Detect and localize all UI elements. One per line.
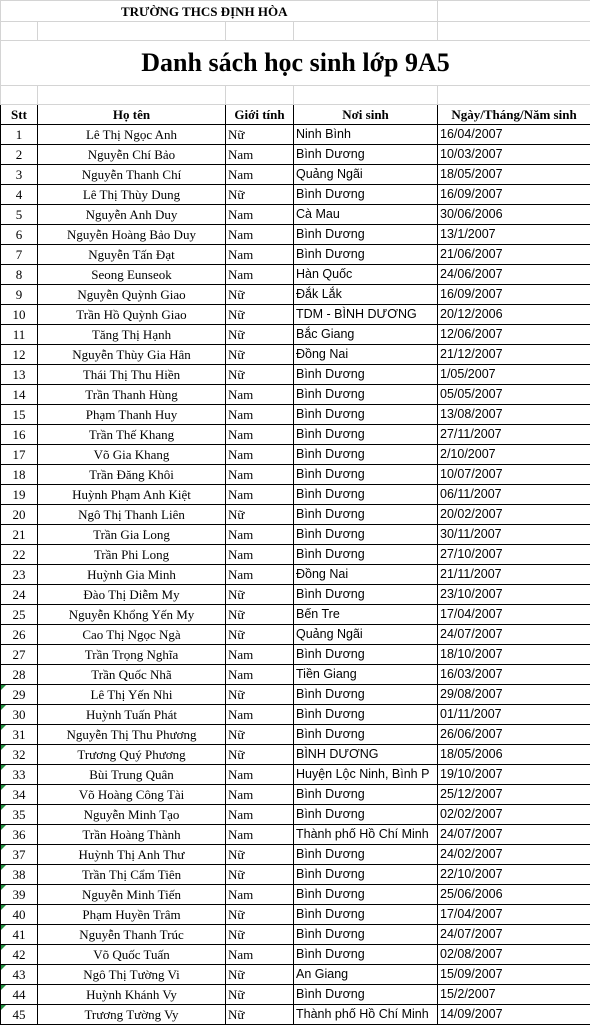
cell-name[interactable]: Nguyễn Quỳnh Giao	[38, 285, 226, 305]
cell-name[interactable]: Nguyễn Minh Tiến	[38, 885, 226, 905]
cell-gender[interactable]: Nữ	[226, 305, 294, 325]
cell-birthplace[interactable]: Hàn Quốc	[294, 265, 438, 285]
table-row	[1, 525, 590, 545]
cell-dob[interactable]: 22/10/2007	[438, 865, 590, 885]
cell-stt[interactable]: 20	[1, 505, 38, 525]
header-dob[interactable]: Ngày/Tháng/Năm sinh	[438, 105, 590, 125]
cell-name[interactable]: Huỳnh Thị Anh Thư	[38, 845, 226, 865]
cell-birthplace[interactable]: Đồng Nai	[294, 565, 438, 585]
cell-name[interactable]: Trần Hoàng Thành	[38, 825, 226, 845]
cell-birthplace[interactable]: Quảng Ngãi	[294, 625, 438, 645]
cell-gender[interactable]: Nữ	[226, 865, 294, 885]
empty-cell[interactable]	[294, 86, 438, 105]
cell-name[interactable]: Nguyễn Khổng Yến My	[38, 605, 226, 625]
cell-gender[interactable]: Nam	[226, 165, 294, 185]
cell-dob[interactable]: 10/07/2007	[438, 465, 590, 485]
cell-gender[interactable]: Nữ	[226, 925, 294, 945]
cell-birthplace[interactable]: Bình Dương	[294, 225, 438, 245]
cell-birthplace[interactable]: Bình Dương	[294, 985, 438, 1005]
cell-stt[interactable]: 18	[1, 465, 38, 485]
cell-stt[interactable]: 11	[1, 325, 38, 345]
table-row	[1, 305, 590, 325]
table-row	[1, 385, 590, 405]
cell-gender[interactable]: Nữ	[226, 965, 294, 985]
cell-birthplace[interactable]: Bình Dương	[294, 445, 438, 465]
cell-stt[interactable]: 19	[1, 485, 38, 505]
cell-gender[interactable]: Nam	[226, 545, 294, 565]
cell-dob[interactable]: 24/07/2007	[438, 625, 590, 645]
table-row	[1, 125, 590, 145]
cell-dob[interactable]: 15/09/2007	[438, 965, 590, 985]
cell-dob[interactable]: 27/11/2007	[438, 425, 590, 445]
cell-dob[interactable]: 18/05/2007	[438, 165, 590, 185]
table-row	[1, 505, 590, 525]
table-row	[1, 465, 590, 485]
cell-birthplace[interactable]: Bến Tre	[294, 605, 438, 625]
cell-dob[interactable]: 16/09/2007	[438, 285, 590, 305]
cell-birthplace[interactable]: Bình Dương	[294, 465, 438, 485]
cell-dob[interactable]: 06/11/2007	[438, 485, 590, 505]
page-title[interactable]: Danh sách học sinh lớp 9A5	[1, 41, 590, 86]
cell-birthplace[interactable]: An Giang	[294, 965, 438, 985]
table-row	[1, 765, 590, 785]
cell-stt[interactable]: 28	[1, 665, 38, 685]
table-row	[1, 905, 590, 925]
cell-gender[interactable]: Nữ	[226, 365, 294, 385]
cell-name[interactable]: Nguyễn Thanh Trúc	[38, 925, 226, 945]
cell-dob[interactable]: 02/02/2007	[438, 805, 590, 825]
cell-gender[interactable]: Nữ	[226, 605, 294, 625]
cell-gender[interactable]: Nam	[226, 485, 294, 505]
cell-stt[interactable]: 13	[1, 365, 38, 385]
table-row	[1, 325, 590, 345]
cell-stt[interactable]: 36	[1, 825, 38, 845]
cell-name[interactable]: Nguyễn Chí Bảo	[38, 145, 226, 165]
cell-gender[interactable]: Nữ	[226, 745, 294, 765]
cell-birthplace[interactable]: BÌNH DƯƠNG	[294, 745, 438, 765]
cell-name[interactable]: Seong Eunseok	[38, 265, 226, 285]
cell-gender[interactable]: Nữ	[226, 285, 294, 305]
cell-gender[interactable]: Nam	[226, 825, 294, 845]
cell-name[interactable]: Huỳnh Tuấn Phát	[38, 705, 226, 725]
table-row	[1, 245, 590, 265]
cell-gender[interactable]: Nam	[226, 945, 294, 965]
cell-stt[interactable]: 10	[1, 305, 38, 325]
table-row	[1, 225, 590, 245]
table-row	[1, 165, 590, 185]
blank-row	[1, 22, 590, 41]
cell-dob[interactable]: 29/08/2007	[438, 685, 590, 705]
cell-dob[interactable]: 01/11/2007	[438, 705, 590, 725]
empty-cell[interactable]	[226, 22, 294, 41]
cell-birthplace[interactable]: Bình Dương	[294, 185, 438, 205]
cell-stt[interactable]: 17	[1, 445, 38, 465]
school-row	[1, 1, 590, 22]
table-row	[1, 865, 590, 885]
cell-birthplace[interactable]: Bình Dương	[294, 705, 438, 725]
cell-name[interactable]: Trần Thế Khang	[38, 425, 226, 445]
cell-gender[interactable]: Nam	[226, 385, 294, 405]
cell-gender[interactable]: Nam	[226, 245, 294, 265]
cell-dob[interactable]: 17/04/2007	[438, 905, 590, 925]
table-row	[1, 565, 590, 585]
cell-name[interactable]: Phạm Huyền Trâm	[38, 905, 226, 925]
cell-gender[interactable]: Nữ	[226, 725, 294, 745]
table-row	[1, 345, 590, 365]
cell-name[interactable]: Nguyễn Thùy Gia Hân	[38, 345, 226, 365]
cell-stt[interactable]: 9	[1, 285, 38, 305]
cell-dob[interactable]: 18/10/2007	[438, 645, 590, 665]
cell-name[interactable]: Võ Hoàng Công Tài	[38, 785, 226, 805]
cell-gender[interactable]: Nam	[226, 205, 294, 225]
empty-cell[interactable]	[38, 86, 226, 105]
cell-birthplace[interactable]: Bình Dương	[294, 905, 438, 925]
cell-gender[interactable]: Nam	[226, 525, 294, 545]
cell-birthplace[interactable]: Bình Dương	[294, 365, 438, 385]
table-row	[1, 945, 590, 965]
header-gender[interactable]: Giới tính	[226, 105, 294, 125]
cell-stt[interactable]: 35	[1, 805, 38, 825]
cell-birthplace[interactable]: Thành phố Hồ Chí Minh	[294, 1005, 438, 1025]
cell-birthplace[interactable]: Ninh Bình	[294, 125, 438, 145]
cell-stt[interactable]: 2	[1, 145, 38, 165]
cell-birthplace[interactable]: Bình Dương	[294, 685, 438, 705]
table-row	[1, 205, 590, 225]
cell-birthplace[interactable]: Bình Dương	[294, 805, 438, 825]
cell-name[interactable]: Cao Thị Ngọc Ngà	[38, 625, 226, 645]
cell-dob[interactable]: 25/12/2007	[438, 785, 590, 805]
cell-gender[interactable]: Nam	[226, 225, 294, 245]
cell-dob[interactable]: 24/06/2007	[438, 265, 590, 285]
cell-name[interactable]: Lê Thị Thùy Dung	[38, 185, 226, 205]
cell-dob[interactable]: 20/02/2007	[438, 505, 590, 525]
cell-gender[interactable]: Nam	[226, 565, 294, 585]
cell-stt[interactable]: 24	[1, 585, 38, 605]
cell-stt[interactable]: 16	[1, 425, 38, 445]
cell-name[interactable]: Lê Thị Ngọc Anh	[38, 125, 226, 145]
cell-name[interactable]: Ngô Thị Thanh Liên	[38, 505, 226, 525]
cell-dob[interactable]: 21/06/2007	[438, 245, 590, 265]
cell-dob[interactable]: 02/08/2007	[438, 945, 590, 965]
cell-stt[interactable]: 21	[1, 525, 38, 545]
cell-birthplace[interactable]: Bình Dương	[294, 425, 438, 445]
cell-name[interactable]: Huỳnh Khánh Vy	[38, 985, 226, 1005]
table-row	[1, 145, 590, 165]
table-row	[1, 425, 590, 445]
cell-name[interactable]: Trần Thị Cẩm Tiên	[38, 865, 226, 885]
table-row	[1, 845, 590, 865]
cell-gender[interactable]: Nam	[226, 765, 294, 785]
cell-birthplace[interactable]: Cà Mau	[294, 205, 438, 225]
cell-name[interactable]: Võ Gia Khang	[38, 445, 226, 465]
cell-gender[interactable]: Nam	[226, 805, 294, 825]
table-row	[1, 405, 590, 425]
cell-name[interactable]: Huỳnh Gia Minh	[38, 565, 226, 585]
table-row	[1, 185, 590, 205]
cell-dob[interactable]: 15/2/2007	[438, 985, 590, 1005]
cell-gender[interactable]: Nam	[226, 145, 294, 165]
cell-stt[interactable]: 4	[1, 185, 38, 205]
empty-cell[interactable]	[438, 1, 590, 22]
cell-dob[interactable]: 24/02/2007	[438, 845, 590, 865]
cell-birthplace[interactable]: Bình Dương	[294, 945, 438, 965]
table-row	[1, 685, 590, 705]
empty-cell[interactable]	[438, 86, 590, 105]
cell-dob[interactable]: 10/03/2007	[438, 145, 590, 165]
cell-birthplace[interactable]: Bình Dương	[294, 505, 438, 525]
cell-name[interactable]: Võ Quốc Tuấn	[38, 945, 226, 965]
cell-birthplace[interactable]: Bình Dương	[294, 645, 438, 665]
cell-birthplace[interactable]: Bắc Giang	[294, 325, 438, 345]
cell-gender[interactable]: Nữ	[226, 625, 294, 645]
cell-stt[interactable]: 6	[1, 225, 38, 245]
cell-dob[interactable]: 23/10/2007	[438, 585, 590, 605]
cell-dob[interactable]: 24/07/2007	[438, 825, 590, 845]
cell-dob[interactable]: 21/11/2007	[438, 565, 590, 585]
cell-stt[interactable]: 27	[1, 645, 38, 665]
cell-stt[interactable]: 1	[1, 125, 38, 145]
cell-stt[interactable]: 42	[1, 945, 38, 965]
header-stt[interactable]: Stt	[1, 105, 38, 125]
cell-gender[interactable]: Nam	[226, 465, 294, 485]
cell-dob[interactable]: 30/11/2007	[438, 525, 590, 545]
cell-birthplace[interactable]: Bình Dương	[294, 845, 438, 865]
cell-birthplace[interactable]: Quảng Ngãi	[294, 165, 438, 185]
cell-gender[interactable]: Nữ	[226, 845, 294, 865]
table-row	[1, 265, 590, 285]
cell-stt[interactable]: 15	[1, 405, 38, 425]
cell-birthplace[interactable]: Bình Dương	[294, 785, 438, 805]
cell-birthplace[interactable]: Bình Dương	[294, 545, 438, 565]
table-row	[1, 985, 590, 1005]
empty-cell[interactable]	[1, 22, 38, 41]
cell-gender[interactable]: Nam	[226, 445, 294, 465]
table-row	[1, 745, 590, 765]
cell-name[interactable]: Nguyễn Anh Duy	[38, 205, 226, 225]
cell-stt[interactable]: 37	[1, 845, 38, 865]
school-name[interactable]: TRƯỜNG THCS ĐỊNH HÒA	[1, 1, 438, 22]
cell-stt[interactable]: 5	[1, 205, 38, 225]
cell-dob[interactable]: 26/06/2007	[438, 725, 590, 745]
blank-row	[1, 86, 590, 105]
cell-name[interactable]: Bùi Trung Quân	[38, 765, 226, 785]
cell-dob[interactable]: 16/09/2007	[438, 185, 590, 205]
cell-gender[interactable]: Nam	[226, 785, 294, 805]
header-row	[1, 105, 590, 125]
cell-dob[interactable]: 18/05/2006	[438, 745, 590, 765]
cell-gender[interactable]: Nam	[226, 665, 294, 685]
cell-birthplace[interactable]: Huyện Lộc Ninh, Bình P	[294, 765, 438, 785]
cell-stt[interactable]: 33	[1, 765, 38, 785]
header-birthplace[interactable]: Nơi sinh	[294, 105, 438, 125]
cell-dob[interactable]: 17/04/2007	[438, 605, 590, 625]
cell-birthplace[interactable]: Bình Dương	[294, 585, 438, 605]
cell-birthplace[interactable]: Đắk Lắk	[294, 285, 438, 305]
cell-name[interactable]: Nguyễn Tấn Đạt	[38, 245, 226, 265]
cell-dob[interactable]: 27/10/2007	[438, 545, 590, 565]
table-row	[1, 625, 590, 645]
cell-birthplace[interactable]: Thành phố Hồ Chí Minh	[294, 825, 438, 845]
cell-gender[interactable]: Nam	[226, 705, 294, 725]
table-row	[1, 785, 590, 805]
cell-stt[interactable]: 40	[1, 905, 38, 925]
cell-gender[interactable]: Nữ	[226, 505, 294, 525]
cell-stt[interactable]: 31	[1, 725, 38, 745]
title-row	[1, 41, 590, 86]
cell-stt[interactable]: 22	[1, 545, 38, 565]
cell-name[interactable]: Huỳnh Phạm Anh Kiệt	[38, 485, 226, 505]
cell-dob[interactable]: 24/07/2007	[438, 925, 590, 945]
cell-gender[interactable]: Nữ	[226, 905, 294, 925]
cell-stt[interactable]: 3	[1, 165, 38, 185]
cell-dob[interactable]: 13/1/2007	[438, 225, 590, 245]
cell-gender[interactable]: Nam	[226, 265, 294, 285]
cell-stt[interactable]: 39	[1, 885, 38, 905]
cell-stt[interactable]: 7	[1, 245, 38, 265]
cell-dob[interactable]: 16/04/2007	[438, 125, 590, 145]
cell-gender[interactable]: Nam	[226, 405, 294, 425]
cell-stt[interactable]: 25	[1, 605, 38, 625]
cell-dob[interactable]: 14/09/2007	[438, 1005, 590, 1025]
cell-stt[interactable]: 14	[1, 385, 38, 405]
cell-name[interactable]: Nguyễn Hoàng Bảo Duy	[38, 225, 226, 245]
cell-birthplace[interactable]: Đồng Nai	[294, 345, 438, 365]
cell-dob[interactable]: 13/08/2007	[438, 405, 590, 425]
cell-stt[interactable]: 29	[1, 685, 38, 705]
cell-stt[interactable]: 8	[1, 265, 38, 285]
cell-gender[interactable]: Nữ	[226, 1005, 294, 1025]
table-row	[1, 485, 590, 505]
empty-cell[interactable]	[1, 86, 38, 105]
cell-stt[interactable]: 45	[1, 1005, 38, 1025]
cell-name[interactable]: Đào Thị Diễm My	[38, 585, 226, 605]
cell-birthplace[interactable]: Tiền Giang	[294, 665, 438, 685]
cell-stt[interactable]: 43	[1, 965, 38, 985]
table-row	[1, 725, 590, 745]
cell-gender[interactable]: Nữ	[226, 325, 294, 345]
table-row	[1, 665, 590, 685]
cell-name[interactable]: Trần Quốc Nhã	[38, 665, 226, 685]
cell-stt[interactable]: 12	[1, 345, 38, 365]
cell-name[interactable]: Trần Gia Long	[38, 525, 226, 545]
cell-name[interactable]: Trương Tường Vy	[38, 1005, 226, 1025]
cell-dob[interactable]: 1/05/2007	[438, 365, 590, 385]
cell-gender[interactable]: Nam	[226, 645, 294, 665]
empty-cell[interactable]	[438, 22, 590, 41]
cell-stt[interactable]: 32	[1, 745, 38, 765]
cell-stt[interactable]: 26	[1, 625, 38, 645]
cell-name[interactable]: Nguyễn Thanh Chí	[38, 165, 226, 185]
table-row	[1, 545, 590, 565]
cell-name[interactable]: Trần Đăng Khôi	[38, 465, 226, 485]
table-row	[1, 445, 590, 465]
table-row	[1, 925, 590, 945]
cell-dob[interactable]: 30/06/2006	[438, 205, 590, 225]
empty-cell[interactable]	[226, 86, 294, 105]
cell-birthplace[interactable]: Bình Dương	[294, 885, 438, 905]
table-row	[1, 285, 590, 305]
table-row	[1, 1005, 590, 1025]
cell-dob[interactable]: 16/03/2007	[438, 665, 590, 685]
cell-stt[interactable]: 38	[1, 865, 38, 885]
cell-name[interactable]: Thái Thị Thu Hiền	[38, 365, 226, 385]
cell-birthplace[interactable]: TDM - BÌNH DƯƠNG	[294, 305, 438, 325]
cell-birthplace[interactable]: Bình Dương	[294, 865, 438, 885]
cell-stt[interactable]: 34	[1, 785, 38, 805]
cell-birthplace[interactable]: Bình Dương	[294, 405, 438, 425]
cell-stt[interactable]: 30	[1, 705, 38, 725]
cell-gender[interactable]: Nữ	[226, 585, 294, 605]
cell-birthplace[interactable]: Bình Dương	[294, 245, 438, 265]
cell-birthplace[interactable]: Bình Dương	[294, 725, 438, 745]
cell-name[interactable]: Trần Hồ Quỳnh Giao	[38, 305, 226, 325]
header-name[interactable]: Họ tên	[38, 105, 226, 125]
cell-birthplace[interactable]: Bình Dương	[294, 485, 438, 505]
table-row	[1, 645, 590, 665]
cell-dob[interactable]: 20/12/2006	[438, 305, 590, 325]
cell-birthplace[interactable]: Bình Dương	[294, 525, 438, 545]
table-row	[1, 805, 590, 825]
table-row	[1, 365, 590, 385]
table-row	[1, 825, 590, 845]
table-row	[1, 885, 590, 905]
cell-name[interactable]: Trần Thanh Hùng	[38, 385, 226, 405]
cell-dob[interactable]: 2/10/2007	[438, 445, 590, 465]
cell-dob[interactable]: 19/10/2007	[438, 765, 590, 785]
cell-birthplace[interactable]: Bình Dương	[294, 145, 438, 165]
cell-dob[interactable]: 05/05/2007	[438, 385, 590, 405]
cell-birthplace[interactable]: Bình Dương	[294, 925, 438, 945]
cell-gender[interactable]: Nam	[226, 885, 294, 905]
cell-dob[interactable]: 12/06/2007	[438, 325, 590, 345]
cell-dob[interactable]: 21/12/2007	[438, 345, 590, 365]
table-row	[1, 965, 590, 985]
table-row	[1, 705, 590, 725]
table-row	[1, 585, 590, 605]
cell-name[interactable]: Trương Quý Phương	[38, 745, 226, 765]
cell-name[interactable]: Ngô Thị Tường Vi	[38, 965, 226, 985]
cell-gender[interactable]: Nữ	[226, 125, 294, 145]
cell-gender[interactable]: Nữ	[226, 345, 294, 365]
cell-gender[interactable]: Nữ	[226, 685, 294, 705]
cell-name[interactable]: Trần Phi Long	[38, 545, 226, 565]
cell-gender[interactable]: Nam	[226, 425, 294, 445]
cell-name[interactable]: Lê Thị Yến Nhi	[38, 685, 226, 705]
cell-name[interactable]: Tăng Thị Hạnh	[38, 325, 226, 345]
empty-cell[interactable]	[38, 22, 226, 41]
cell-name[interactable]: Trần Trọng Nghĩa	[38, 645, 226, 665]
cell-stt[interactable]: 41	[1, 925, 38, 945]
empty-cell[interactable]	[294, 22, 438, 41]
cell-gender[interactable]: Nữ	[226, 985, 294, 1005]
cell-gender[interactable]: Nữ	[226, 185, 294, 205]
cell-name[interactable]: Nguyễn Thị Thu Phương	[38, 725, 226, 745]
table-row	[1, 605, 590, 625]
cell-stt[interactable]: 23	[1, 565, 38, 585]
cell-name[interactable]: Nguyễn Minh Tạo	[38, 805, 226, 825]
cell-birthplace[interactable]: Bình Dương	[294, 385, 438, 405]
cell-name[interactable]: Phạm Thanh Huy	[38, 405, 226, 425]
cell-dob[interactable]: 25/06/2006	[438, 885, 590, 905]
cell-stt[interactable]: 44	[1, 985, 38, 1005]
